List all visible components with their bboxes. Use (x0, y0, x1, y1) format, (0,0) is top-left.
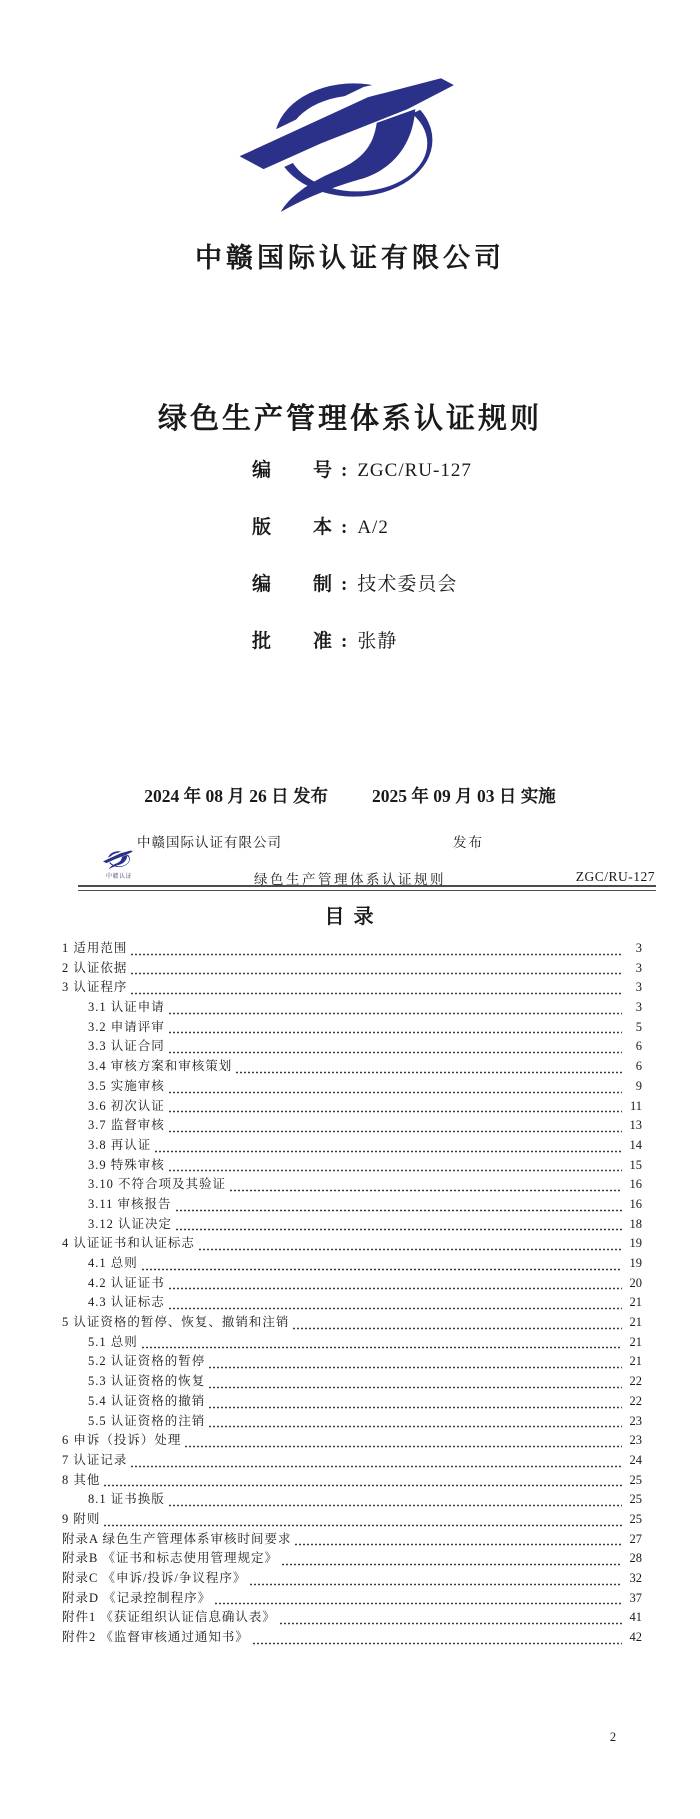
toc-entry[interactable] (62, 1292, 642, 1312)
toc-entry-label: 3.9 特殊审核 (88, 1157, 165, 1172)
toc-dot-leader (130, 952, 622, 956)
toc-entry-label: 3.5 实施审核 (88, 1078, 165, 1093)
toc-entry-page: 16 (629, 1196, 642, 1211)
toc-dot-leader (235, 1070, 622, 1074)
toc-entry[interactable] (62, 1214, 642, 1234)
toc-entry[interactable] (62, 1273, 642, 1293)
toc-entry-label: 8 其他 (62, 1472, 101, 1487)
toc-entry-page: 5 (635, 1019, 642, 1034)
toc-dot-leader (281, 1562, 622, 1566)
toc-entry-label: 3.6 初次认证 (88, 1098, 165, 1113)
field-value: A/2 (357, 517, 389, 538)
field-colon: : (341, 574, 348, 595)
toc-dot-leader (175, 1208, 622, 1212)
toc-entry-label: 5.4 认证资格的撤销 (88, 1393, 206, 1408)
toc-entry-label: 3.3 认证合同 (88, 1039, 165, 1054)
toc-entry-label: 1 适用范围 (62, 941, 128, 955)
toc-entry-page: 19 (629, 1256, 642, 1270)
field-value: 技术委员会 (357, 574, 458, 595)
toc-entry-label: 4.1 总则 (88, 1256, 138, 1270)
cover-field-row (252, 626, 472, 654)
toc-entry[interactable] (62, 1194, 642, 1214)
toc-entry-page: 20 (629, 1275, 642, 1290)
cover-footer-publish: 发布 (453, 835, 484, 850)
toc-entry[interactable] (62, 1096, 642, 1116)
toc-entry-label: 3.4 审核方案和审核策划 (88, 1059, 233, 1074)
toc-entry-page: 21 (629, 1315, 642, 1330)
toc-entry-page: 24 (629, 1452, 642, 1467)
toc-dot-leader (168, 1050, 622, 1054)
toc-entry-label: 3.1 认证申请 (88, 1000, 165, 1015)
toc-dot-leader (279, 1621, 622, 1625)
toc-entry[interactable] (62, 1588, 642, 1608)
toc-entry[interactable] (62, 1489, 642, 1509)
cover-info-fields (252, 455, 472, 683)
toc-entry-page: 6 (635, 1039, 642, 1054)
toc-entry-label: 3.10 不符合项及其验证 (88, 1177, 227, 1192)
toc-entry[interactable] (62, 1115, 642, 1135)
field-colon: : (341, 517, 348, 538)
toc-entry-label: 3.11 审核报告 (88, 1196, 172, 1211)
toc-entry[interactable] (62, 1135, 642, 1155)
toc-entry-page: 14 (629, 1137, 642, 1152)
toc-entry-label: 2 认证依据 (62, 960, 128, 975)
toc-entry-page: 23 (629, 1433, 642, 1448)
toc-entry-label: 5.1 总则 (88, 1334, 138, 1349)
toc-entry[interactable] (62, 1470, 642, 1490)
toc-entry-label: 3.12 认证决定 (88, 1216, 173, 1231)
toc-entry-page: 21 (629, 1295, 642, 1310)
cover-footer (0, 831, 700, 851)
toc-entry[interactable] (62, 1391, 642, 1411)
header-document-title: 绿色生产管理体系认证规则 (254, 872, 446, 887)
toc-entry[interactable] (62, 1076, 642, 1096)
toc-dot-leader (141, 1345, 622, 1349)
toc-entry-page: 21 (629, 1354, 642, 1369)
toc-entry-label: 3.2 申请评审 (88, 1019, 165, 1034)
toc-entry-page: 18 (629, 1216, 642, 1231)
field-label: 版本 (252, 517, 332, 538)
toc-entry-label: 4.3 认证标志 (88, 1295, 165, 1310)
toc-dot-leader (208, 1385, 622, 1389)
toc-dot-leader (208, 1424, 622, 1428)
toc-dot-leader (208, 1405, 622, 1409)
toc-entry-page: 42 (629, 1630, 642, 1645)
toc-dot-leader (168, 1306, 622, 1310)
toc-dot-leader (198, 1247, 622, 1251)
implement-date: 2025 年 09 月 03 日 实施 (372, 786, 556, 806)
toc-dot-leader (292, 1326, 622, 1330)
toc-entry-label: 3.8 再认证 (88, 1137, 152, 1152)
header-document-code: ZGC/RU-127 (575, 869, 655, 884)
toc-dot-leader (168, 1286, 622, 1290)
toc-entry-page: 41 (629, 1610, 642, 1625)
toc-dot-leader (168, 1168, 622, 1172)
field-colon: : (341, 631, 348, 652)
toc-entry-page: 32 (629, 1571, 642, 1585)
toc-entry-label: 附录D 《记录控制程序》 (62, 1590, 212, 1605)
toc-entry-page: 28 (629, 1551, 642, 1566)
toc-dot-leader (168, 1109, 622, 1113)
toc-entry-page: 16 (629, 1177, 642, 1192)
toc-entry-page: 3 (635, 980, 642, 995)
toc-dot-leader (249, 1582, 622, 1586)
toc-dot-leader (154, 1149, 622, 1153)
toc-entry[interactable] (62, 1056, 642, 1076)
field-colon: : (341, 460, 348, 481)
toc-entry-page: 19 (629, 1236, 642, 1251)
toc-dot-leader (141, 1267, 622, 1271)
toc-entry[interactable] (62, 1509, 642, 1529)
toc-entry-label: 附件2 《监督审核通过通知书》 (62, 1630, 249, 1645)
field-value: ZGC/RU-127 (357, 460, 472, 481)
header-divider (78, 885, 656, 891)
toc-entry-page: 22 (629, 1374, 642, 1389)
toc-entry[interactable] (62, 1450, 642, 1470)
toc-dot-leader (130, 991, 622, 995)
toc-entry[interactable] (62, 958, 642, 978)
toc-entry-label: 3.7 监督审核 (88, 1118, 165, 1133)
toc-entry[interactable] (62, 1017, 642, 1037)
toc-entry-label: 4.2 认证证书 (88, 1275, 165, 1290)
field-label: 编制 (252, 574, 332, 595)
toc-dot-leader (103, 1483, 622, 1487)
toc-entry[interactable] (62, 997, 642, 1017)
cover-field-row (252, 569, 472, 597)
cover-field-row (252, 512, 472, 540)
toc-entry-page: 3 (635, 960, 642, 975)
toc-entry[interactable] (62, 1036, 642, 1056)
toc-entry-page: 37 (629, 1590, 642, 1605)
toc-entry[interactable] (62, 938, 642, 958)
toc-entry-page: 27 (629, 1531, 642, 1546)
toc-entry-label: 3 认证程序 (62, 980, 128, 995)
company-name: 中赣国际认证有限公司 (195, 243, 505, 273)
toc-entry[interactable] (62, 1233, 642, 1253)
toc-entry[interactable] (62, 1312, 642, 1332)
toc-dot-leader (252, 1641, 622, 1645)
toc-title: 目 录 (324, 906, 376, 928)
toc-entry-page: 6 (635, 1059, 642, 1074)
toc-entry-label: 5.5 认证资格的注销 (88, 1413, 206, 1428)
toc-entry[interactable] (62, 1371, 642, 1391)
issue-date: 2024 年 08 月 26 日 发布 (144, 786, 328, 806)
toc-entry-label: 附录C 《申诉/投诉/争议程序》 (62, 1571, 247, 1585)
toc-entry[interactable] (62, 1568, 642, 1588)
toc-entry-page: 21 (629, 1334, 642, 1349)
toc-entry[interactable] (62, 1155, 642, 1175)
company-logo-icon (228, 68, 474, 218)
toc-entry[interactable] (62, 1253, 642, 1273)
toc-entry-page: 13 (629, 1118, 642, 1133)
toc-entry[interactable] (62, 1529, 642, 1549)
cover-footer-company: 中赣国际认证有限公司 (137, 835, 282, 850)
toc-entry[interactable] (62, 1174, 642, 1194)
toc-dot-leader (175, 1227, 622, 1231)
toc-entry-page: 25 (629, 1511, 642, 1526)
page-number: 2 (609, 1730, 617, 1744)
toc-entry-page: 22 (629, 1393, 642, 1408)
cover-field-row (252, 455, 472, 483)
toc-entry-label: 9 附则 (62, 1511, 101, 1526)
toc-entry-label: 5.3 认证资格的恢复 (88, 1374, 206, 1389)
toc-entry-label: 8.1 证书换版 (88, 1492, 165, 1507)
toc-entry-label: 7 认证记录 (62, 1452, 128, 1467)
toc-dot-leader (130, 971, 622, 975)
table-of-contents (62, 938, 642, 1647)
toc-entry-page: 15 (629, 1157, 642, 1172)
toc-entry-page: 3 (635, 1000, 642, 1015)
toc-dot-leader (103, 1523, 622, 1527)
toc-entry-label: 附录B 《证书和标志使用管理规定》 (62, 1551, 278, 1566)
toc-entry-page: 11 (629, 1098, 642, 1113)
toc-entry-label: 附录A 绿色生产管理体系审核时间要求 (62, 1531, 292, 1546)
toc-entry[interactable] (62, 1627, 642, 1647)
toc-entry-page: 25 (629, 1472, 642, 1487)
toc-entry-label: 附件1 《获证组织认证信息确认表》 (62, 1610, 276, 1625)
toc-entry-label: 5.2 认证资格的暂停 (88, 1354, 206, 1369)
header-logo-icon (103, 849, 134, 870)
header-logo-caption: 中赣认证 (105, 874, 132, 880)
toc-entry-label: 4 认证证书和认证标志 (62, 1236, 195, 1251)
toc-entry-page: 9 (635, 1078, 642, 1093)
toc-entry-label: 5 认证资格的暂停、恢复、撤销和注销 (62, 1315, 290, 1330)
toc-dot-leader (168, 1129, 622, 1133)
toc-entry[interactable] (62, 977, 642, 997)
toc-entry-page: 23 (629, 1413, 642, 1428)
toc-dot-leader (208, 1365, 622, 1369)
field-label: 编号 (252, 460, 332, 481)
toc-dot-leader (168, 1030, 622, 1034)
toc-entry[interactable] (62, 1411, 642, 1431)
toc-entry[interactable] (62, 1548, 642, 1568)
toc-dot-leader (168, 1011, 622, 1015)
toc-entry[interactable] (62, 1430, 642, 1450)
toc-entry[interactable] (62, 1332, 642, 1352)
toc-dot-leader (184, 1444, 622, 1448)
toc-dot-leader (168, 1090, 622, 1094)
toc-dot-leader (214, 1601, 622, 1605)
toc-dot-leader (168, 1503, 622, 1507)
document-title: 绿色生产管理体系认证规则 (157, 403, 542, 435)
toc-entry-page: 25 (629, 1492, 642, 1507)
toc-dot-leader (229, 1188, 622, 1192)
toc-entry-label: 6 申诉（投诉）处理 (62, 1433, 182, 1448)
toc-entry-page: 3 (635, 941, 642, 955)
toc-dot-leader (294, 1542, 622, 1546)
publish-implement-dates (0, 783, 700, 808)
toc-entry[interactable] (62, 1351, 642, 1371)
field-label: 批准 (252, 631, 332, 652)
toc-dot-leader (130, 1464, 622, 1468)
toc-entry[interactable] (62, 1607, 642, 1627)
field-value: 张静 (357, 631, 398, 652)
